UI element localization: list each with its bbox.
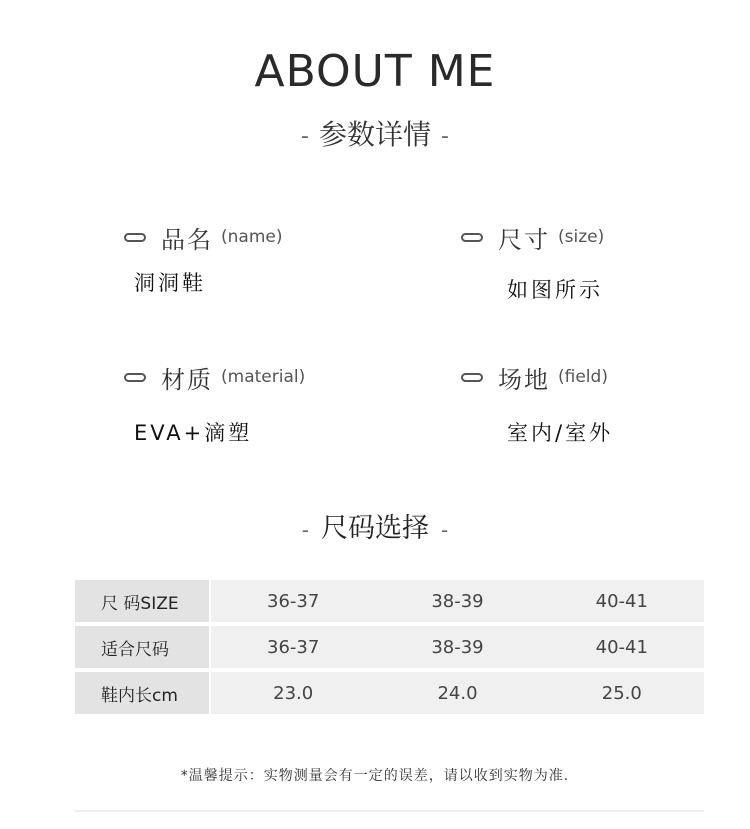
table-cell: 25.0 [601,682,642,704]
page-subtitle [0,113,750,153]
table-cell: 23.0 [273,682,314,704]
row-body [211,672,704,714]
param-size [461,222,604,252]
param-label-cn: 尺寸 [498,225,550,254]
param-material [124,362,305,392]
page-title: ABOUT ME [254,46,496,97]
table-row [75,626,704,668]
row-header: 尺 码SIZE [75,580,211,622]
size-table [75,580,704,718]
right-dash: - [441,517,449,542]
left-dash: - [301,517,309,542]
table-row [75,580,704,622]
table-row [75,672,704,714]
pill-icon [124,373,146,382]
param-value-name: 洞洞鞋 [134,271,206,295]
divider [75,810,704,812]
param-field [461,362,608,392]
pill-icon [124,233,146,242]
subtitle-text: 参数详情 [318,118,431,151]
table-cell: 36-37 [267,590,320,612]
table-cell: 36-37 [267,636,320,658]
pill-icon [461,373,483,382]
table-cell: 38-39 [431,590,484,612]
param-label-en: (name) [221,227,283,247]
table-cell: 24.0 [437,682,478,704]
row-body [211,580,704,622]
row-header: 鞋内长cm [75,672,211,714]
param-value-field: 室内/室外 [507,421,614,445]
param-value-size: 如图所示 [507,278,603,302]
table-cell: 40-41 [595,590,648,612]
table-cell: 40-41 [595,636,648,658]
param-label-cn: 场地 [498,365,550,394]
param-label-en: (field) [558,367,608,387]
disclaimer-note: *温馨提示：实物测量会有一定的误差，请以收到实物为准. [180,768,570,784]
param-label-cn: 品名 [161,225,213,254]
table-cell: 38-39 [431,636,484,658]
left-dash: - [301,123,309,149]
param-name [124,222,282,252]
param-label-en: (material) [221,367,306,387]
row-body [211,626,704,668]
size-section-title [0,506,750,545]
right-dash: - [441,123,449,149]
param-label-en: (size) [558,227,605,247]
size-title-text: 尺码选择 [321,513,429,544]
pill-icon [461,233,483,242]
param-value-material: EVA+滴塑 [134,421,253,445]
param-label-cn: 材质 [161,365,213,394]
row-header: 适合尺码 [75,626,211,668]
